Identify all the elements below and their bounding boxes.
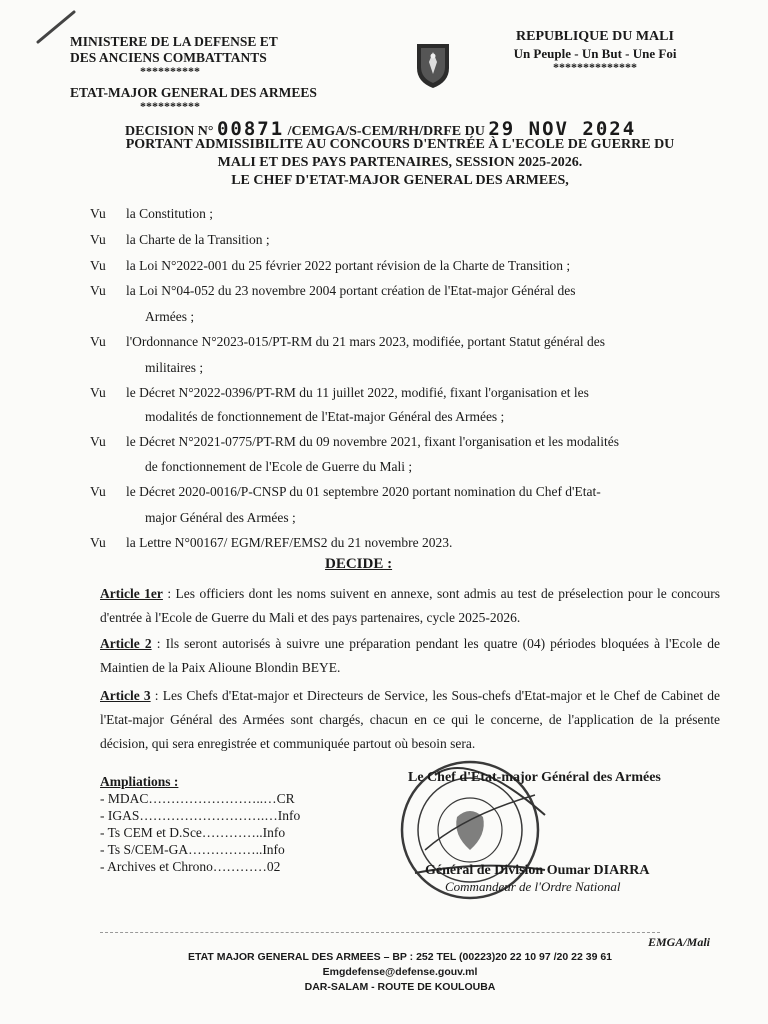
ministry-line2: DES ANCIENS COMBATTANTS — [70, 50, 267, 65]
vu-item-continuation: de fonctionnement de l'Ecole de Guerre du Mali ; — [145, 459, 413, 474]
ampliations — [100, 773, 300, 875]
ampliation-item: - Archives et Chrono…………02 — [100, 859, 281, 874]
vu-item: Vu la Charte de la Transition ; — [90, 232, 270, 247]
vu-item: Vu l'Ordonnance N°2023-015/PT-RM du 21 mars 2023, modifiée, portant Statut général des — [90, 334, 605, 349]
article-label: Article 2 — [100, 636, 152, 651]
vu-item: Vu la Loi N°2022-001 du 25 février 2022 portant révision de la Charte de Transition ; — [90, 258, 571, 273]
title-line1: PORTANT ADMISSIBILITE AU CONCOURS D'ENTRÉE À L'ECOLE DE GUERRE DU — [125, 137, 675, 152]
footer-divider — [100, 932, 660, 934]
vu-item: Vu le Décret 2020-0016/P-CNSP du 01 septembre 2020 portant nomination du Chef d'Etat- — [90, 484, 601, 499]
republic-stars: ************** — [553, 60, 637, 74]
decision-title — [75, 136, 725, 190]
ampliation-item: - Ts CEM et D.Sce…………..Info — [100, 825, 286, 840]
ampliation-item: - IGAS……………………….…Info — [100, 808, 301, 823]
decision-date: 29 NOV 2024 — [488, 118, 637, 140]
vu-item: Vu le Décret N°2021-0775/PT-RM du 09 novembre 2021, fixant l'organisation et les modalités — [90, 434, 620, 449]
footer-line3: DAR-SALAM - ROUTE DE KOULOUBA — [304, 981, 496, 993]
ampliations-title: Ampliations : — [100, 774, 179, 789]
ministry-stars: ********** — [140, 64, 200, 78]
decision-prefix: DECISION — [125, 124, 195, 139]
header-republic — [480, 28, 710, 73]
ampliation-item: - MDAC……………………..…CR — [100, 791, 295, 806]
footer-line1: ETAT MAJOR GENERAL DES ARMEES – BP : 252 TEL (00223)20 22 10 97 /20 22 39 61 — [187, 951, 613, 963]
footer-email: Emgdefense@defense.gouv.ml — [322, 966, 478, 978]
vu-item: Vu le Décret N°2022-0396/PT-RM du 11 juillet 2022, modifié, fixant l'organisation et les — [90, 385, 589, 400]
ministry-line1: MINISTERE DE LA DEFENSE ET — [70, 34, 278, 49]
article-text: : Les Chefs d'Etat-major et Directeurs de Service, les Sous-chefs d'Etat-major et le Chef de Cabinet de l'Etat-major Général des Armées sont chargés, chacun en ce qui le concerne, de l'application de la présente décision, qui sera enregistrée et communiquée partout où besoin sera. — [100, 688, 720, 751]
title-line2: MALI ET DES PAYS PARTENAIRES, SESSION 2025-2026. — [217, 155, 583, 170]
title-line3: LE CHEF D'ETAT-MAJOR GENERAL DES ARMEES, — [231, 173, 569, 188]
signatory-title: Le Chef d'Etat-major Général des Armées — [408, 770, 661, 785]
ampliation-item: - Ts S/CEM-GA……………..Info — [100, 842, 285, 857]
article-text: : Ils seront autorisés à suivre une préparation pendant les quatre (04) périodes bloquées à l'Ecole de Maintien de la Paix Alioune Blondin BEYE. — [100, 636, 720, 675]
vu-item-continuation: Armées ; — [145, 309, 195, 324]
emga-line: ETAT-MAJOR GENERAL DES ARMEES — [70, 85, 317, 100]
article-1 — [100, 582, 720, 630]
article-2 — [100, 632, 720, 680]
coat-of-arms-icon — [413, 40, 453, 90]
article-label: Article 3 — [100, 688, 151, 703]
republic-name: REPUBLIQUE DU MALI — [516, 29, 674, 44]
signatory-distinction: Commandeur de l'Ordre National — [445, 879, 621, 894]
header-ministry — [70, 34, 370, 112]
vu-item: Vu la Lettre N°00167/ EGM/REF/EMS2 du 21 novembre 2023. — [90, 535, 453, 550]
vu-item-continuation: major Général des Armées ; — [145, 510, 296, 525]
vu-item-continuation: militaires ; — [145, 360, 204, 375]
republic-motto: Un Peuple - Un But - Une Foi — [513, 46, 677, 61]
vu-item: Vu la Constitution ; — [90, 206, 214, 221]
footer-address — [140, 950, 660, 995]
article-text: : Les officiers dont les noms suivent en annexe, sont admis au test de préselection pour le concours d'entrée à l'Ecole de Guerre du Mali et des pays partenaires, cycle 2025-2026. — [100, 586, 720, 625]
emga-stars: ********** — [140, 99, 200, 113]
signatory-name: Général de Division Oumar DIARRA — [425, 863, 650, 878]
vu-item-continuation: modalités de fonctionnement de l'Etat-major Général des Armées ; — [145, 409, 505, 424]
article-3 — [100, 684, 720, 756]
decision-number: 00871 — [216, 118, 285, 140]
decision-ref: /CEMGA/S-CEM/RH/DRFE DU — [287, 124, 485, 139]
article-label: Article 1er — [100, 586, 163, 601]
decide-heading: DECIDE : — [325, 556, 393, 572]
footer-tag: EMGA/Mali — [648, 935, 711, 949]
decision-number-prefix: N° — [197, 124, 214, 139]
vu-item: Vu la Loi N°04-052 du 23 novembre 2004 portant création de l'Etat-major Général des — [90, 283, 576, 298]
